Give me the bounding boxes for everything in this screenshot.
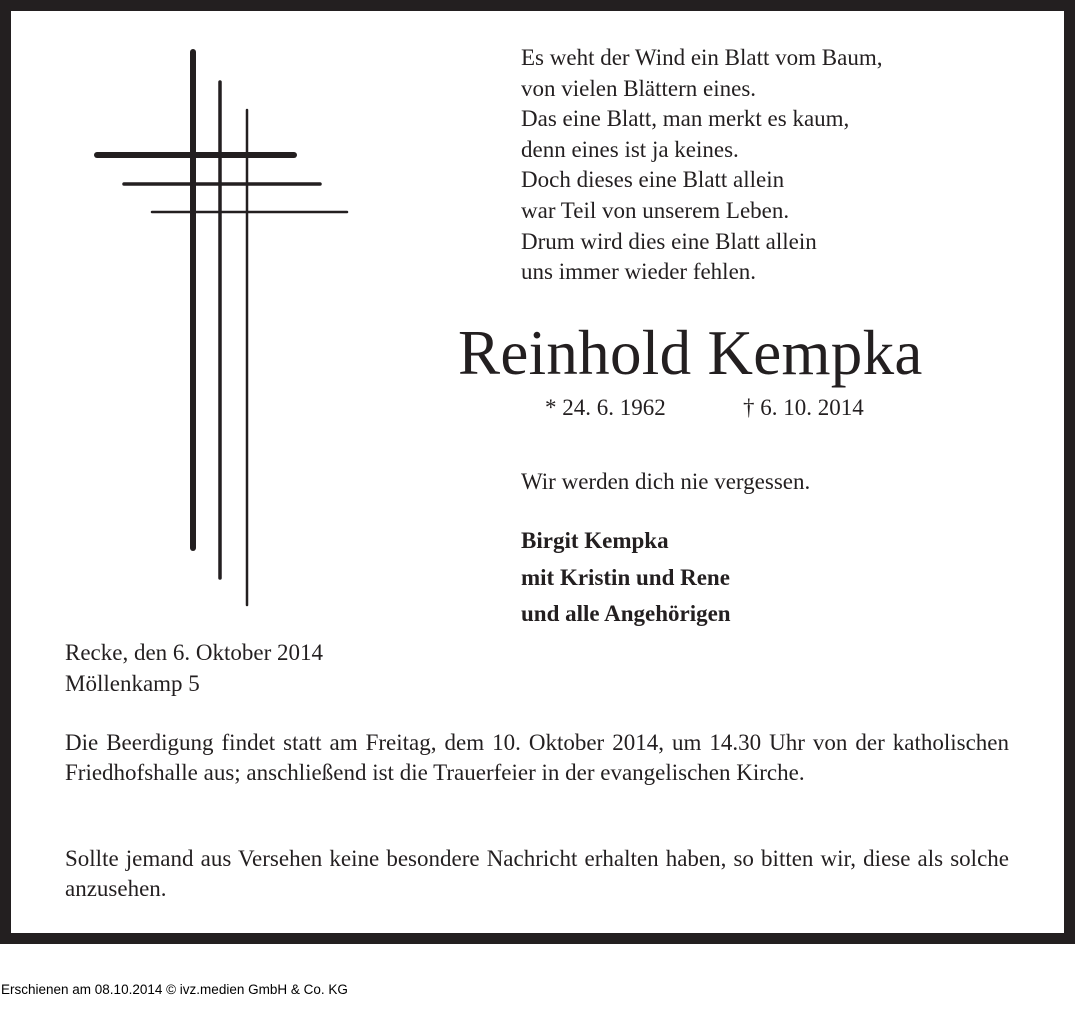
poem-line: Es weht der Wind ein Blatt vom Baum, <box>521 45 883 70</box>
family-line: und alle Angehörigen <box>521 601 731 626</box>
poem-line: Drum wird dies eine Blatt allein <box>521 228 817 254</box>
deceased-name: Reinhold Kempka <box>458 318 923 388</box>
place-date: Recke, den 6. Oktober 2014 <box>65 640 324 665</box>
poem-line: denn eines ist ja keines. <box>521 136 739 162</box>
funeral-paragraph: Die Beerdigung findet statt am Freitag, dem 10. Oktober 2014, um 14.30 Uhr von der katholischen Friedhofshalle aus; anschließend ist die Trauerfeier in der evangelischen Kirche. <box>65 730 1009 786</box>
death-date: † 6. 10. 2014 <box>743 395 864 420</box>
poem-line: von vielen Blättern eines. <box>521 75 757 101</box>
poem <box>521 43 883 288</box>
place-block <box>65 638 323 699</box>
publication-footer: Erschienen am 08.10.2014 © ivz.medien GmbH & Co. KG <box>1 982 348 997</box>
birth-date: * 24. 6. 1962 <box>545 395 666 420</box>
poem-line: Doch dieses eine Blatt allein <box>521 167 785 193</box>
family-line: Birgit Kempka <box>521 528 669 553</box>
poem-line: uns immer wieder fehlen. <box>521 259 757 285</box>
poem-line: war Teil von unserem Leben. <box>521 197 790 223</box>
poem-line: Das eine Blatt, man merkt es kaum, <box>521 106 850 132</box>
family-line: mit Kristin und Rene <box>521 564 730 590</box>
family-signature <box>521 523 731 633</box>
cross-icon <box>0 0 400 640</box>
motto: Wir werden dich nie vergessen. <box>521 469 811 494</box>
address: Möllenkamp 5 <box>65 670 200 696</box>
closing-paragraph: Sollte jemand aus Versehen keine besondere Nachricht erhalten haben, so bitten wir, diese als solche anzusehen. <box>65 846 1009 902</box>
